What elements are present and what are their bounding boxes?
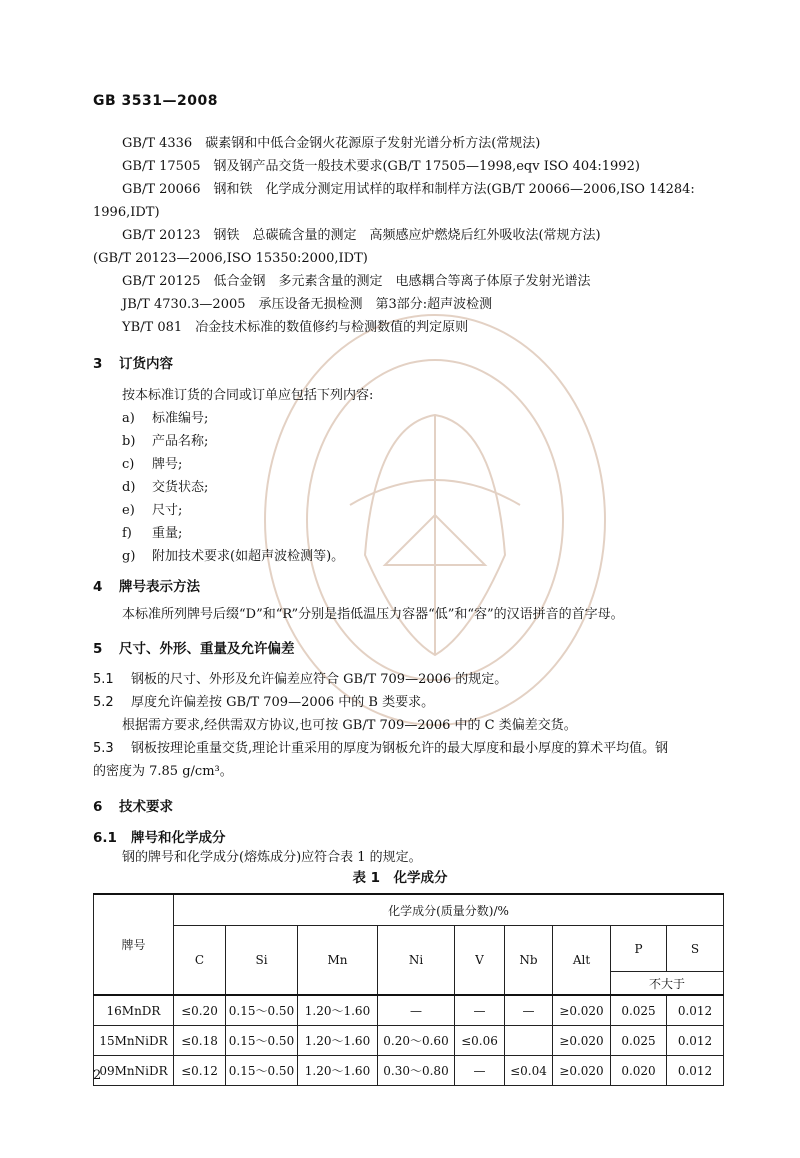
table-row: [94, 1056, 724, 1086]
element-header: Alt: [553, 926, 611, 996]
table-title: 表 1 化学成分: [352, 870, 448, 886]
section4-text: 本标准所列牌号后缀“D”和“R”分别是指低温压力容器“低”和“容”的汉语拼音的首字母。: [122, 607, 624, 622]
table-cell: —: [505, 995, 553, 1026]
table-cell: 1.20～1.60: [298, 995, 378, 1026]
table-cell: —: [455, 1056, 505, 1086]
reference-line: YB/T 081 冶金技术标准的数值修约与检测数值的判定原则: [122, 320, 469, 335]
table-row: [94, 1026, 724, 1056]
section-number: 6: [93, 799, 103, 815]
table-cell: ≤0.06: [455, 1026, 505, 1056]
composition-group-header: 化学成分(质量分数)/%: [174, 894, 724, 926]
clause-number: 5.3: [93, 741, 114, 756]
element-header: V: [455, 926, 505, 996]
list-item: [122, 476, 208, 495]
clause-5-3-cont: 的密度为 7.85 g/cm³。: [93, 764, 233, 779]
table-cell: ≤0.20: [174, 995, 226, 1026]
list-text: 附加技术要求(如超声波检测等)。: [152, 549, 345, 564]
list-text: 产品名称;: [152, 434, 209, 449]
reference-line: GB/T 20066 钢和铁 化学成分测定用试样的取样和制样方法(GB/T 20066—2006,ISO 14284:: [122, 182, 695, 197]
list-marker: g): [122, 549, 136, 564]
table-row: [94, 995, 724, 1026]
clause-number: 5.1: [93, 672, 114, 687]
table-cell: 0.15～0.50: [226, 1056, 298, 1086]
clause-text: 钢板的尺寸、外形及允许偏差应符合 GB/T 709—2006 的规定。: [131, 672, 508, 687]
clause-5-2-cont: 根据需方要求,经供需双方协议,也可按 GB/T 709—2006 中的 C 类偏差交货。: [122, 718, 577, 733]
list-item: [122, 522, 182, 541]
list-text: 标准编号;: [152, 411, 209, 426]
table-cell: 0.20～0.60: [378, 1026, 455, 1056]
section-heading-3: [93, 352, 173, 372]
table-cell: 0.30～0.80: [378, 1056, 455, 1086]
element-header: Nb: [505, 926, 553, 996]
table-cell: 0.15～0.50: [226, 1026, 298, 1056]
clause-number: 5.2: [93, 695, 114, 710]
table-cell: 1.20～1.60: [298, 1026, 378, 1056]
section-title: 技术要求: [119, 799, 173, 815]
reference-line: 1996,IDT): [93, 205, 160, 220]
section-heading-6: [93, 795, 173, 815]
standard-code: GB 3531—2008: [93, 93, 218, 109]
list-item: [122, 545, 344, 564]
table-cell: 16MnDR: [94, 995, 174, 1026]
table-cell: 0.020: [611, 1056, 667, 1086]
reference-line: (GB/T 20123—2006,ISO 15350:2000,IDT): [93, 251, 368, 266]
table-cell: 1.20～1.60: [298, 1056, 378, 1086]
list-marker: a): [122, 411, 135, 426]
clause-number: 6.1: [93, 830, 117, 846]
list-text: 交货状态;: [152, 480, 209, 495]
table-cell: ≤0.18: [174, 1026, 226, 1056]
table-cell: 0.012: [667, 1026, 724, 1056]
table-cell: 0.025: [611, 995, 667, 1026]
grade-header: 牌号: [94, 894, 174, 995]
reference-line: GB/T 20123 钢铁 总碳硫含量的测定 高频感应炉燃烧后红外吸收法(常规方法): [122, 228, 601, 243]
table-cell: —: [455, 995, 505, 1026]
page-number: 2: [93, 1068, 102, 1083]
table-cell: ≥0.020: [553, 1026, 611, 1056]
list-marker: e): [122, 503, 135, 518]
element-header: C: [174, 926, 226, 996]
section3-intro: 按本标准订货的合同或订单应包括下列内容:: [122, 388, 374, 403]
table-cell: 0.012: [667, 995, 724, 1026]
element-header: S: [667, 926, 724, 972]
element-header: Ni: [378, 926, 455, 996]
section-title: 尺寸、外形、重量及允许偏差: [119, 641, 295, 657]
table-cell: ≥0.020: [553, 995, 611, 1026]
list-marker: c): [122, 457, 135, 472]
table-cell: 15MnNiDR: [94, 1026, 174, 1056]
list-marker: f): [122, 526, 132, 541]
clause-5-1: [93, 668, 507, 687]
subsection-title: 牌号和化学成分: [131, 830, 226, 846]
element-header: P: [611, 926, 667, 972]
table-header-row: [94, 894, 724, 926]
section-number: 5: [93, 641, 103, 657]
element-header: Si: [226, 926, 298, 996]
table-cell: —: [378, 995, 455, 1026]
list-marker: b): [122, 434, 136, 449]
list-item: [122, 407, 208, 426]
section-number: 3: [93, 356, 103, 372]
section-heading-4: [93, 575, 200, 595]
table-cell: [505, 1026, 553, 1056]
clause-text: 钢板按理论重量交货,理论计重采用的厚度为钢板允许的最大厚度和最小厚度的算术平均值。钢: [131, 741, 669, 756]
list-text: 牌号;: [152, 457, 183, 472]
element-header: Mn: [298, 926, 378, 996]
list-item: [122, 499, 182, 518]
list-item: [122, 430, 208, 449]
clause-text: 厚度允许偏差按 GB/T 709—2006 中的 B 类要求。: [131, 695, 435, 710]
section-heading-5: [93, 637, 295, 657]
chemical-composition-table: [93, 893, 724, 1086]
table-cell: 0.025: [611, 1026, 667, 1056]
clause-6-1-text: 钢的牌号和化学成分(熔炼成分)应符合表 1 的规定。: [122, 850, 422, 865]
list-item: [122, 453, 182, 472]
section-title: 牌号表示方法: [119, 579, 200, 595]
list-text: 重量;: [152, 526, 183, 541]
reference-line: JB/T 4730.3—2005 承压设备无损检测 第3部分:超声波检测: [122, 297, 493, 312]
list-marker: d): [122, 480, 136, 495]
subsection-heading-6-1: [93, 826, 226, 846]
table-header-row: [94, 926, 724, 972]
section-title: 订货内容: [119, 356, 173, 372]
section-number: 4: [93, 579, 103, 595]
list-text: 尺寸;: [152, 503, 183, 518]
clause-5-2: [93, 691, 434, 710]
table-cell: ≥0.020: [553, 1056, 611, 1086]
table-cell: ≤0.04: [505, 1056, 553, 1086]
table-cell: 0.15～0.50: [226, 995, 298, 1026]
reference-line: GB/T 17505 钢及钢产品交货一般技术要求(GB/T 17505—1998,eqv ISO 404:1992): [122, 159, 640, 174]
table-cell: 09MnNiDR: [94, 1056, 174, 1086]
clause-5-3: [93, 737, 668, 756]
reference-line: GB/T 20125 低合金钢 多元素含量的测定 电感耦合等离子体原子发射光谱法: [122, 274, 591, 289]
table-cell: ≤0.12: [174, 1056, 226, 1086]
normative-references: [93, 132, 712, 339]
table-cell: 0.012: [667, 1056, 724, 1086]
reference-line: GB/T 4336 碳素钢和中低合金钢火花源原子发射光谱分析方法(常规法): [122, 136, 541, 151]
max-limit-header: 不大于: [611, 972, 724, 996]
